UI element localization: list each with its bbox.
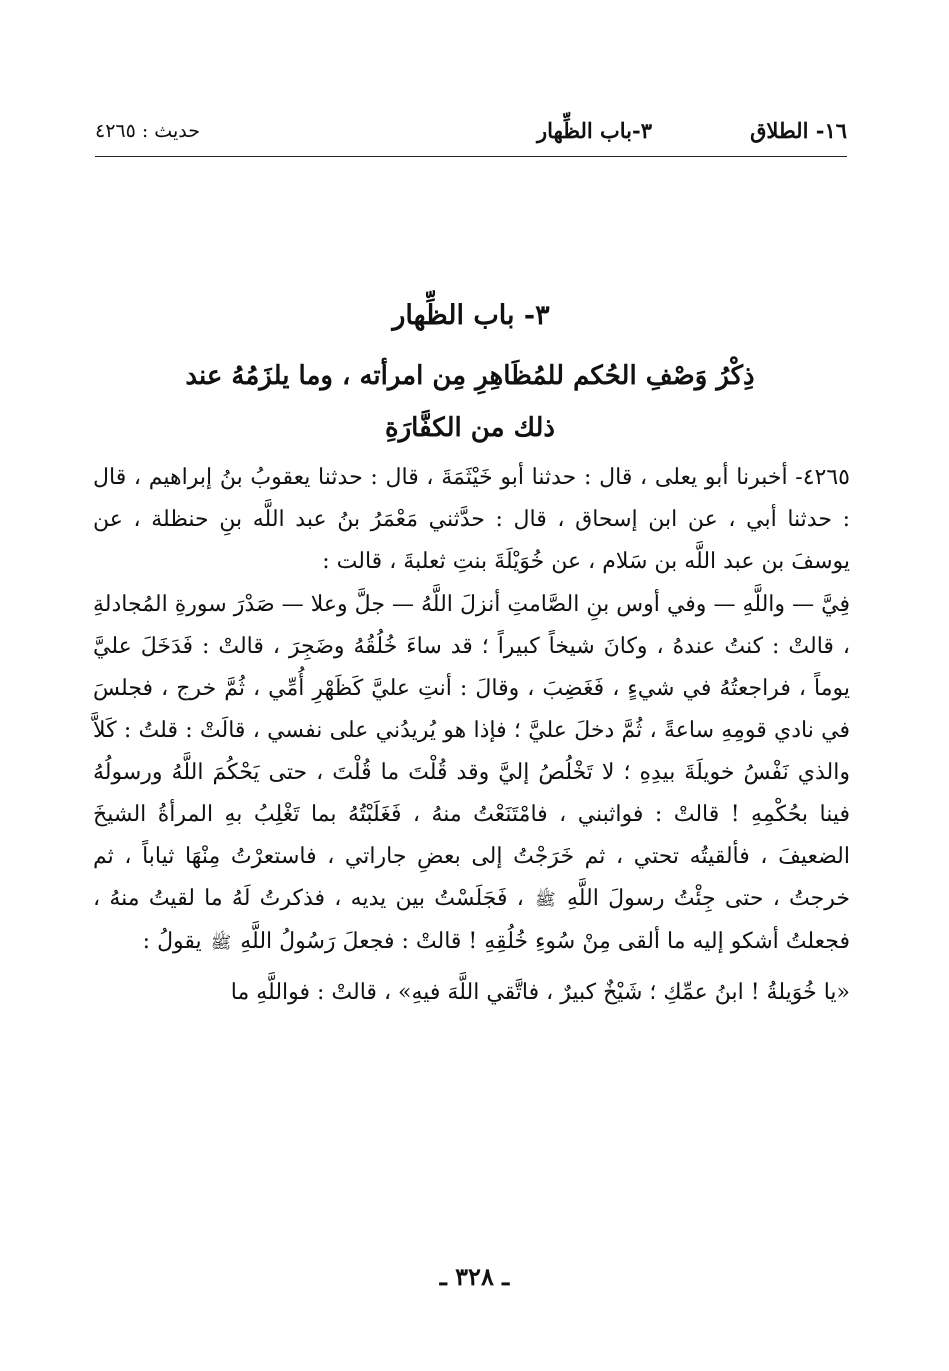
hadith-number: ٤٢٦٥- — [795, 465, 850, 490]
hadith-matn-part-3: يقولُ : — [142, 929, 202, 954]
honorific-symbol-1: ﷺ — [535, 890, 556, 910]
hadith-matn-part-1: فِيَّ — واللَّهِ — وفي أوس بنِ الصَّامتِ أنزلَ اللَّهُ — جلَّ وعلا — صَدْرَ سورةِ المُجادلةِ ، قالتْ : كنتُ عندهُ ، وكانَ شيخاً كبيراً ؛ قد ساءَ خُلُقُهُ وضَجِرَ ، قالتْ : فَدَخَلَ عليَّ يوماً ، فراجعتُهُ في شيءٍ ، فَغَضِبَ ، وقالَ : أنتِ عليَّ كَظَهْرِ أُمِّي ، ثُمَّ خرج ، فجلسَ في نادي قومِهِ ساعةً ، ثُمَّ دخلَ عليَّ ؛ فإذا هو يُريدُني على نفسي ، قالَتْ : قلتُ : كَلاَّ والذي نَفْسُ خويلَةَ بيدِهِ ؛ لا تَخْلُصُ إليَّ وقد قُلْتَ ما قُلْتَ ، حتى يَحْكُمَ اللَّهُ ورسولُهُ فينا بحُكْمِهِ ! قالتْ : فواثبني ، فامْتَنَعْتُ منهُ ، فَغَلَبْتُهُ بما تَغْلِبُ بهِ المرأةُ الشيخَ الضعيفَ ، فألقيتُه تحتي ، ثم خَرَجْتُ إلى بعضِ جاراتي ، فاستعرْتُ مِنْهَا ثياباً ، ثم خرجتُ ، حتى جِئْتُ رسولَ اللَّهِ — [93, 592, 850, 911]
hadith-reference: حديث : ٤٢٦٥ — [95, 120, 200, 142]
running-header — [95, 112, 847, 152]
hadith-quote: «يا خُوَيلةُ ! ابنُ عمِّكِ ؛ شَيْخٌ كبيرٌ ، فاتَّقي اللَّهَ فيهِ» ، قالتْ : فواللَّهِ ما — [230, 980, 850, 1005]
chapter-subtitle — [120, 350, 820, 454]
subtitle-line-1: ذِكْرُ وَصْفِ الحُكم للمُظَاهِرِ مِن امرأته ، وما يلزَمُهُ عند — [185, 361, 755, 391]
chapter-title: ١٦- الطلاق — [750, 118, 847, 143]
honorific-symbol-2: ﷺ — [210, 933, 232, 953]
subtitle-line-2: ذلك من الكفَّارَةِ — [385, 413, 555, 443]
section-heading: ٣- باب الظِّهار — [392, 300, 550, 331]
hadith-matn-paragraph — [93, 584, 850, 964]
hadith-text — [93, 457, 850, 1014]
hadith-matn-part-2: ، فَجَلَسْتُ بين يديه ، فذكرتُ لَهُ ما لقيتُ منهُ ، فجعلتُ أشكو إليه ما ألقى مِنْ سُوءِ خُلُقِهِ ! قالتْ : فجعلَ رَسُولُ اللَّهِ — [93, 886, 850, 954]
header-divider — [95, 156, 847, 157]
hadith-quote-paragraph — [93, 972, 850, 1014]
page-number: ـ ٣٢٨ ـ — [439, 1262, 510, 1291]
hadith-isnad-paragraph — [93, 457, 850, 583]
section-title: ٣-باب الظِّهار — [537, 118, 652, 143]
hadith-isnad: أخبرنا أبو يعلى ، قال : حدثنا أبو خَيْثَمَةَ ، قال : حدثنا يعقوبُ بنُ إبراهيم ، قال : حدثنا أبي ، عن ابن إسحاق ، قال : حدَّثني مَعْمَرُ بنُ عبد اللَّه بنِ حنظلة ، عن يوسفَ بن عبد اللَّه بن سَلام ، عن خُوَيْلَةَ بنتِ ثعلبةَ ، قالت : — [93, 465, 850, 574]
